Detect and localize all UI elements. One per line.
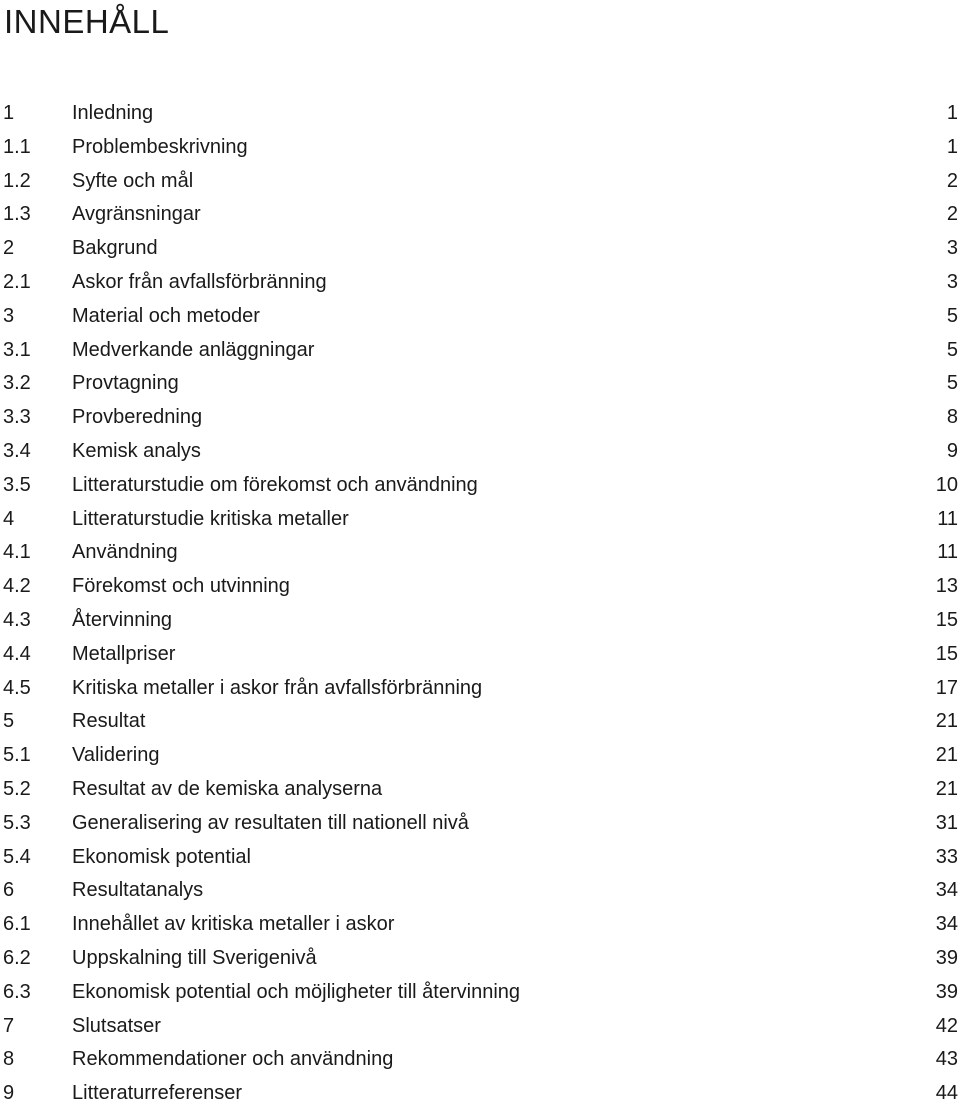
toc-section-number: 3.2	[3, 372, 31, 395]
toc-page-number: 31	[935, 811, 958, 834]
toc-entry[interactable]	[0, 131, 960, 165]
toc-section-number: 3.1	[3, 338, 31, 361]
toc-section-number: 5.2	[3, 777, 31, 800]
toc-section-title[interactable]: Provberedning	[72, 406, 203, 429]
toc-entry[interactable]	[0, 638, 960, 672]
toc-entry[interactable]	[0, 739, 960, 773]
toc-entry[interactable]	[0, 705, 960, 739]
toc-page-number: 3	[946, 270, 958, 293]
toc-entry[interactable]	[0, 97, 960, 131]
toc-section-title[interactable]: Litteraturreferenser	[72, 1082, 243, 1105]
toc-section-title[interactable]: Resultatanalys	[72, 879, 204, 902]
toc-section-title[interactable]: Förekomst och utvinning	[72, 575, 290, 598]
toc-section-title[interactable]: Litteraturstudie om förekomst och användning	[72, 473, 478, 496]
toc-section-title[interactable]: Provtagning	[72, 372, 179, 395]
toc-section-title[interactable]: Medverkande anläggningar	[72, 338, 315, 361]
toc-entry[interactable]	[0, 435, 960, 469]
toc-section-title[interactable]: Validering	[72, 744, 160, 767]
toc-page-number: 5	[946, 372, 958, 395]
toc-page-number: 15	[935, 642, 958, 665]
toc-page-number: 3	[946, 237, 958, 260]
toc-page-number: 21	[935, 710, 958, 733]
toc-page-number: 15	[935, 608, 958, 631]
toc-page-number: 43	[935, 1048, 958, 1071]
toc-page-number: 9	[946, 439, 958, 462]
toc-page-number: 8	[946, 406, 958, 429]
toc-section-number: 6	[3, 879, 15, 902]
toc-entry[interactable]	[0, 401, 960, 435]
toc-entry[interactable]	[0, 807, 960, 841]
toc-page-number: 21	[935, 777, 958, 800]
toc-section-title[interactable]: Innehållet av kritiska metaller i askor	[72, 913, 395, 936]
toc-section-title[interactable]: Återvinning	[72, 608, 173, 631]
toc-page-number: 5	[946, 338, 958, 361]
toc-entry[interactable]	[0, 570, 960, 604]
toc-section-title[interactable]: Uppskalning till Sverigenivå	[72, 946, 317, 969]
toc-entry[interactable]	[0, 334, 960, 368]
toc-section-title[interactable]: Syfte och mål	[72, 169, 194, 192]
toc-section-number: 4.3	[3, 608, 31, 631]
toc-page-number: 44	[935, 1082, 958, 1105]
toc-section-number: 5.3	[3, 811, 31, 834]
toc-entry[interactable]	[0, 1077, 960, 1111]
toc-section-number: 5.4	[3, 845, 31, 868]
toc-entry[interactable]	[0, 874, 960, 908]
table-of-contents	[0, 97, 960, 1111]
toc-section-number: 9	[3, 1082, 15, 1105]
toc-section-number: 1.3	[3, 203, 31, 226]
toc-section-number: 3	[3, 304, 15, 327]
toc-page-number: 5	[946, 304, 958, 327]
toc-entry[interactable]	[0, 266, 960, 300]
toc-section-number: 1.2	[3, 169, 31, 192]
toc-section-title[interactable]: Kritiska metaller i askor från avfallsförbränning	[72, 676, 483, 699]
page-title: INNEHÅLL	[4, 3, 170, 40]
toc-page-number: 11	[937, 507, 958, 530]
toc-section-number: 5.1	[3, 744, 31, 767]
toc-section-number: 7	[3, 1014, 15, 1037]
toc-entry[interactable]	[0, 232, 960, 266]
toc-section-number: 4.4	[3, 642, 31, 665]
toc-entry[interactable]	[0, 604, 960, 638]
toc-section-title[interactable]: Resultat av de kemiska analyserna	[72, 777, 383, 800]
toc-entry[interactable]	[0, 672, 960, 706]
toc-entry[interactable]	[0, 942, 960, 976]
toc-section-number: 5	[3, 710, 15, 733]
toc-section-number: 6.1	[3, 913, 31, 936]
toc-section-title[interactable]: Rekommendationer och användning	[72, 1048, 394, 1071]
toc-page-number: 39	[935, 946, 958, 969]
toc-section-title[interactable]: Kemisk analys	[72, 439, 201, 462]
toc-section-number: 2	[3, 237, 15, 260]
toc-page-number: 34	[935, 879, 958, 902]
toc-entry[interactable]	[0, 1043, 960, 1077]
toc-page-number: 34	[935, 913, 958, 936]
toc-section-title[interactable]: Ekonomisk potential och möjligheter till återvinning	[72, 980, 521, 1003]
toc-section-number: 4.1	[3, 541, 31, 564]
toc-section-title[interactable]: Generalisering av resultaten till nationell nivå	[72, 811, 469, 834]
toc-section-title[interactable]: Inledning	[72, 102, 154, 124]
toc-entry[interactable]	[0, 536, 960, 570]
toc-entry[interactable]	[0, 841, 960, 875]
toc-section-number: 3.5	[3, 473, 31, 496]
toc-page-number: 39	[935, 980, 958, 1003]
toc-section-number: 6.3	[3, 980, 31, 1003]
toc-section-number: 8	[3, 1048, 15, 1071]
toc-page-number: 42	[935, 1014, 958, 1037]
toc-section-number: 4.2	[3, 575, 31, 598]
toc-page-number: 33	[935, 845, 958, 868]
toc-entry[interactable]	[0, 773, 960, 807]
toc-entry[interactable]	[0, 976, 960, 1010]
toc-section-title[interactable]: Resultat	[72, 710, 146, 733]
toc-section-title[interactable]: Litteraturstudie kritiska metaller	[72, 507, 349, 530]
toc-section-title[interactable]: Slutsatser	[72, 1014, 161, 1037]
toc-page-number: 11	[937, 541, 958, 564]
toc-section-number: 4.5	[3, 676, 31, 699]
toc-section-number: 3.4	[3, 439, 31, 462]
toc-page-number: 2	[946, 169, 958, 192]
toc-section-number: 3.3	[3, 406, 31, 429]
toc-page-number: 1	[946, 102, 958, 124]
toc-page-number: 13	[935, 575, 958, 598]
toc-section-title[interactable]: Avgränsningar	[72, 203, 201, 226]
toc-entry[interactable]	[0, 367, 960, 401]
toc-page-number: 2	[946, 203, 958, 226]
toc-entry[interactable]	[0, 198, 960, 232]
toc-section-number: 4	[3, 507, 15, 530]
toc-section-title[interactable]: Användning	[72, 541, 178, 564]
toc-page-number: 1	[946, 135, 958, 158]
toc-section-title[interactable]: Askor från avfallsförbränning	[72, 270, 327, 293]
toc-section-number: 6.2	[3, 946, 31, 969]
toc-section-number: 2.1	[3, 270, 31, 293]
toc-page-number: 21	[935, 744, 958, 767]
toc-entry[interactable]	[0, 469, 960, 503]
toc-entry[interactable]	[0, 165, 960, 199]
toc-entry[interactable]	[0, 300, 960, 334]
toc-entry[interactable]	[0, 908, 960, 942]
toc-section-title[interactable]: Ekonomisk potential	[72, 845, 251, 868]
toc-section-title[interactable]: Metallpriser	[72, 642, 176, 665]
toc-entry[interactable]	[0, 1010, 960, 1044]
toc-section-title[interactable]: Bakgrund	[72, 237, 158, 260]
toc-page-number: 10	[935, 473, 958, 496]
toc-section-title[interactable]: Problembeskrivning	[72, 135, 248, 158]
toc-section-number: 1	[3, 102, 15, 124]
toc-page-number: 17	[935, 676, 958, 699]
toc-entry[interactable]	[0, 503, 960, 537]
toc-section-title[interactable]: Material och metoder	[72, 304, 260, 327]
toc-section-number: 1.1	[3, 135, 31, 158]
